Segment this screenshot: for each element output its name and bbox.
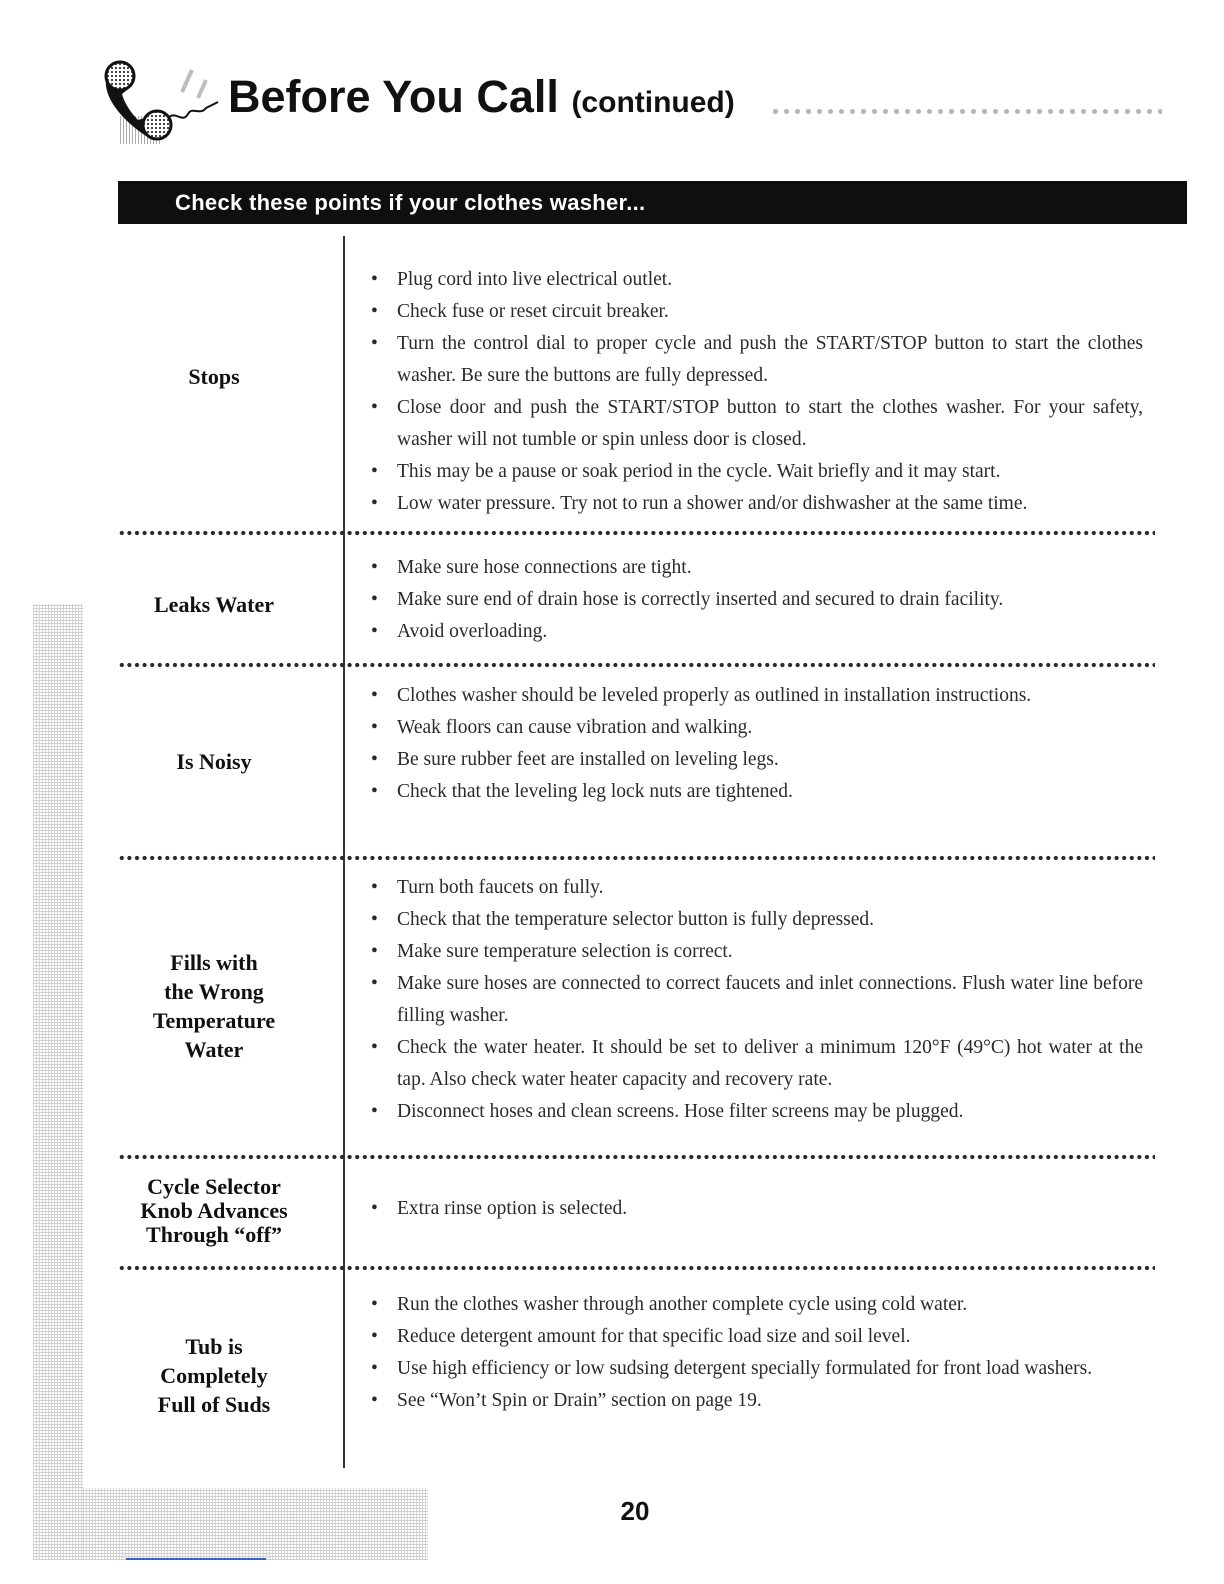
title-dotted-rule [770,104,1162,120]
solution-list [370,264,1143,520]
list-item: • Turn both faucets on fully. [370,872,1143,904]
list-item: • Use high efficiency or low sudsing detergent specially formulated for front load washers. [370,1353,1143,1385]
row-separator [118,662,1155,668]
row-label-line: Knob Advances [140,1198,288,1223]
row-label: Is Noisy [176,749,252,774]
row-label: Leaks Water [154,592,274,617]
row-label [118,1332,310,1419]
page-title [228,71,735,122]
row-label-line: Through “off” [146,1222,282,1247]
row-label-line: Tub is [185,1334,243,1359]
solution-list [370,1289,1143,1417]
column-divider [343,236,345,1468]
list-item: • Low water pressure. Try not to run a shower and/or dishwasher at the same time. [370,488,1143,520]
list-item: • Clothes washer should be leveled properly as outlined in installation instructions. [370,680,1143,712]
row-label [118,948,310,1064]
page-number: 20 [620,1496,650,1526]
footer-rule [126,1558,266,1560]
decorative-hatch-left [33,604,83,1560]
solution-list [370,680,1143,808]
list-item: • Avoid overloading. [370,616,1143,648]
solution-list [370,1193,1143,1225]
solution-list [370,872,1143,1128]
list-item: • Be sure rubber feet are installed on leveling legs. [370,744,1143,776]
title-suffix: (continued) [571,86,735,119]
list-item: • Make sure temperature selection is correct. [370,936,1143,968]
row-separator [118,855,1155,861]
row-label-line: Water [184,1037,244,1062]
list-item: • See “Won’t Spin or Drain” section on page 19. [370,1385,1143,1417]
list-item: • Check the water heater. It should be set to deliver a minimum 120°F (49°C) hot water at the tap. Also check water heater capacity and recovery rate. [370,1032,1143,1096]
list-item: • Check fuse or reset circuit breaker. [370,296,1143,328]
row-label [118,1175,310,1247]
list-item: • Check that the temperature selector button is fully depressed. [370,904,1143,936]
decorative-hatch-bottom [83,1488,428,1560]
row-label-line: Temperature [152,1008,276,1033]
row-label-line: the Wrong [164,979,264,1004]
row-label-line: Cycle Selector [147,1174,281,1199]
list-item: • Disconnect hoses and clean screens. Hose filter screens may be plugged. [370,1096,1143,1128]
list-item: • Plug cord into live electrical outlet. [370,264,1143,296]
list-item: • Extra rinse option is selected. [370,1193,1143,1225]
row-label-line: Full of Suds [157,1392,271,1417]
row-separator [118,530,1155,536]
list-item: • Make sure hose connections are tight. [370,552,1143,584]
list-item: • Check that the leveling leg lock nuts are tightened. [370,776,1143,808]
row-label-line: Fills with [170,950,258,975]
row-separator [118,1265,1155,1271]
list-item: • Make sure end of drain hose is correctly inserted and secured to drain facility. [370,584,1143,616]
row-separator [118,1154,1155,1160]
list-item: • Run the clothes washer through another complete cycle using cold water. [370,1289,1143,1321]
title-main: Before You Call [228,71,559,122]
list-item: • Turn the control dial to proper cycle and push the START/STOP button to start the clothes washer. Be sure the buttons are fully depressed. [370,328,1143,392]
telephone-icon [102,58,220,148]
row-label-line: Completely [160,1363,268,1388]
solution-list [370,552,1143,648]
list-item: • Weak floors can cause vibration and walking. [370,712,1143,744]
row-label: Stops [188,364,240,389]
list-item: • This may be a pause or soak period in the cycle. Wait briefly and it may start. [370,456,1143,488]
list-item: • Reduce detergent amount for that specific load size and soil level. [370,1321,1143,1353]
section-banner: Check these points if your clothes washer... [118,181,1187,224]
list-item: • Make sure hoses are connected to correct faucets and inlet connections. Flush water line before filling washer. [370,968,1143,1032]
list-item: • Close door and push the START/STOP button to start the clothes washer. For your safety, washer will not tumble or spin unless door is closed. [370,392,1143,456]
